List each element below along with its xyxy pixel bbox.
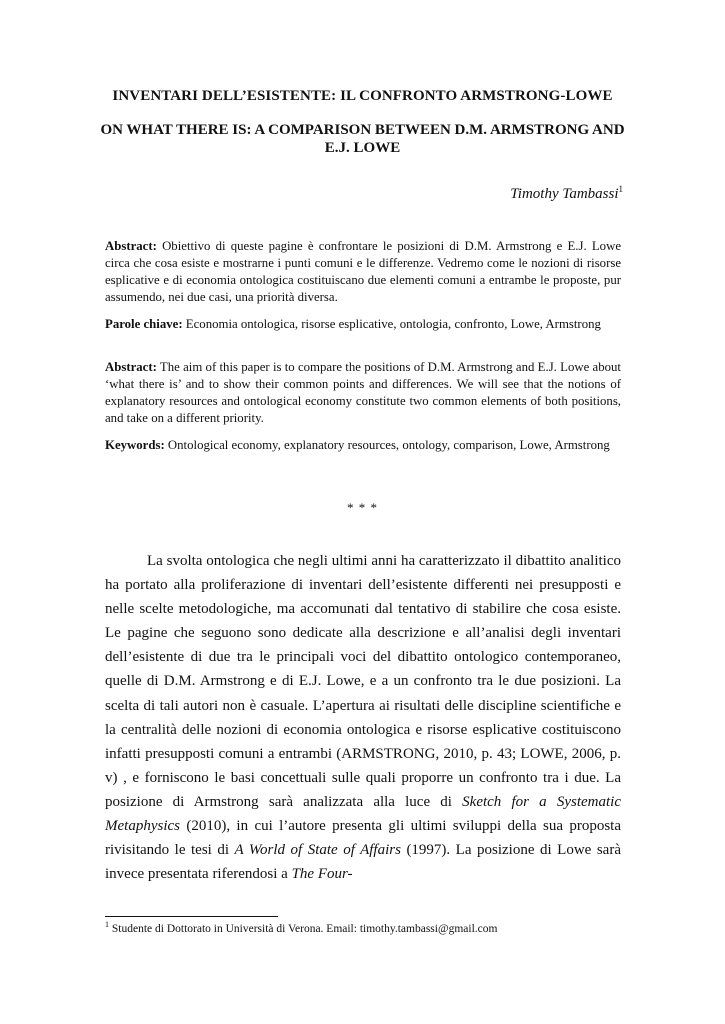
abstract-english-label: Abstract: [105,360,157,374]
abstract-italian-label: Abstract: [105,239,157,253]
body-text-2: (2010), in cui l’autore presenta gli ultimi sviluppi della sua proposta rivisitando le tesi di [105,818,621,859]
footnote-rule [105,916,278,917]
book-title-sketch: Sketch for a Systematic Metaphysics [105,793,621,835]
body-text-3: (1997). La posizione di Lowe sarà invece presentata riferendosi a [105,842,621,883]
keywords-english-label: Keywords: [105,438,165,452]
abstract-italian [105,238,621,306]
title-english: ON WHAT THERE IS: A COMPARISON BETWEEN D.M. ARMSTRONG AND E.J. LOWE [100,122,625,156]
author-name: Timothy Tambassi [510,186,619,202]
abstract-italian-text: Obiettivo di queste pagine è confrontare le posizioni di D.M. Armstrong e E.J. Lowe circa che cosa esiste e mostrarne i punti comuni e le differenze. Vedremo come le nozioni di risorse esplicative e di economia ontologica costituiscano due elementi comuni a entrambe le proposte, pur assumendo, nei due casi, una priorità diversa. [105,239,621,304]
section-separator: * * * [347,500,378,515]
book-title-world: A World of State of Affairs [234,842,401,859]
keywords-english-text: Ontological economy, explanatory resources, ontology, comparison, Lowe, Armstrong [164,438,610,452]
keywords-english [105,437,621,454]
author [510,186,623,203]
author-footnote-mark: 1 [618,184,623,194]
footnote [105,920,498,935]
keywords-italian [105,316,621,333]
footnote-text: Studente di Dottorato in Università di Verona. Email: timothy.tambassi@gmail.com [109,923,498,935]
keywords-italian-label: Parole chiave: [105,317,183,331]
body-text-1: La svolta ontologica che negli ultimi anni ha caratterizzato il dibattito analitico ha portato alla proliferazione di inventari dell’esistente differenti nei presupposti e nelle scelte metodologiche, ma accomunati dal tentativo di stabilire che cosa esiste. Le pagine che seguono sono dedicate alla descrizione e all’analisi degli inventari dell’esistente di due tra le principali voci del dibattito ontologico contemporaneo, quelle di D.M. Armstrong e di E.J. Lowe, e a un confronto tra le due posizioni. La scelta di tali autori non è casuale. L’apertura ai risultati delle discipline scientifiche e la centralità delle nozioni di economia ontologica e risorse esplicative costituiscono infatti presupposti comuni a entrambi (ARMSTRONG, 2010, p. 43; LOWE, 2006, p. v) , e forniscono le basi concettuali sulle quali proporre un confronto tra i due. La posizione di Armstrong sarà analizzata alla luce di [105,553,621,810]
book-title-four: The Four- [291,866,353,883]
footnote-mark: 1 [105,920,109,930]
keywords-italian-text: Economia ontologica, risorse esplicative, ontologia, confronto, Lowe, Armstrong [182,317,601,331]
body-paragraph [105,549,621,886]
title-italian: INVENTARI DELL’ESISTENTE: IL CONFRONTO ARMSTRONG-LOWE [112,88,613,104]
abstract-english [105,359,621,427]
abstract-english-text: The aim of this paper is to compare the positions of D.M. Armstrong and E.J. Lowe about ‘what there is’ and to show their common points and differences. We will see that the notions of explanatory resources and ontological economy constitute two common elements of both positions, and take on a different priority. [105,360,621,425]
